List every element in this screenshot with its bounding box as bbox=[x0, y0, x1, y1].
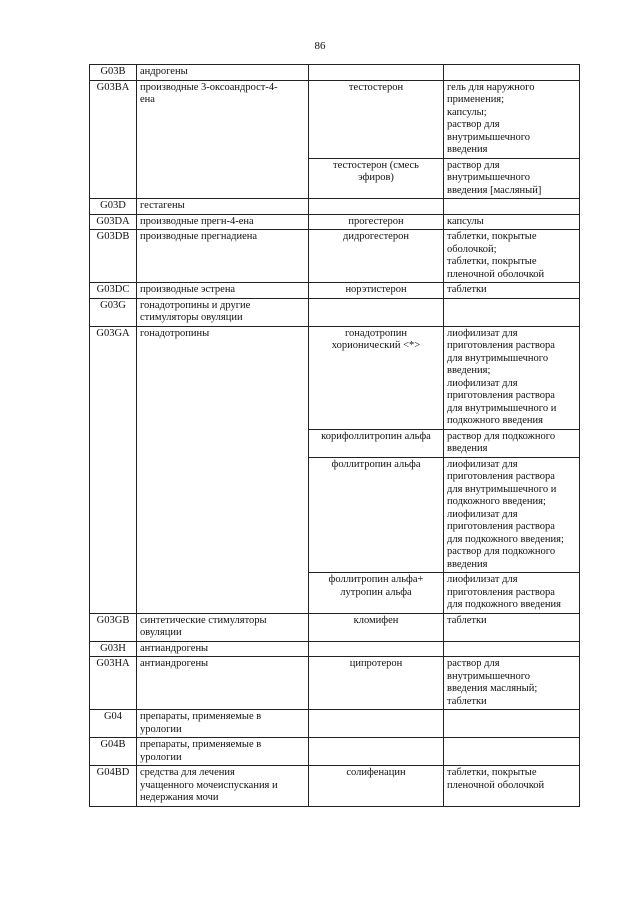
text-line: введения масляный; bbox=[447, 683, 538, 694]
text-line: учащенного мочеиспускания и bbox=[140, 779, 278, 791]
page-number: 86 bbox=[314, 40, 326, 52]
table-row bbox=[90, 283, 580, 299]
drug-name-cell bbox=[309, 158, 444, 199]
text-line: раствор для bbox=[447, 159, 500, 171]
text-line: гонадотропины bbox=[140, 327, 210, 339]
table-row bbox=[90, 80, 580, 158]
text-line: подкожного введения; bbox=[447, 496, 546, 507]
atc-code-cell: G03BA bbox=[90, 80, 137, 199]
text-line: таблетки, покрытые bbox=[447, 256, 537, 267]
drug-name-cell bbox=[309, 738, 444, 766]
text-line: ципротерон bbox=[349, 658, 403, 669]
text-line: введения bbox=[447, 443, 488, 454]
text-line: фоллитропин альфа bbox=[331, 458, 421, 470]
group-name-cell bbox=[137, 710, 309, 738]
text-line: синтетические стимуляторы bbox=[140, 614, 267, 626]
dosage-form-cell bbox=[444, 429, 580, 457]
drug-name-cell bbox=[309, 65, 444, 81]
drug-name-cell bbox=[309, 613, 444, 641]
drug-name-cell bbox=[309, 766, 444, 807]
text-line: для внутримышечного и bbox=[447, 402, 557, 414]
table-row bbox=[90, 298, 580, 326]
text-line: производные прегн-4-ена bbox=[140, 215, 254, 227]
text-line: эфиров) bbox=[358, 172, 394, 183]
text-line: дидрогестерон bbox=[343, 231, 409, 242]
group-name-cell bbox=[137, 80, 309, 199]
text-line: урологии bbox=[140, 751, 182, 763]
group-name-cell bbox=[137, 199, 309, 215]
text-line: внутримышечного bbox=[447, 670, 531, 682]
drug-name-cell bbox=[309, 230, 444, 283]
text-line: хорионический <*> bbox=[331, 340, 421, 351]
drug-name-cell bbox=[309, 710, 444, 738]
text-line: прогестерон bbox=[348, 215, 404, 227]
table-row bbox=[90, 766, 580, 807]
text-line: приготовления раствора bbox=[447, 471, 555, 482]
atc-code-cell: G03G bbox=[90, 298, 137, 326]
text-line: лиофилизат для bbox=[447, 327, 518, 339]
text-line: для подкожного введения; bbox=[447, 533, 564, 545]
dosage-form-cell bbox=[444, 457, 580, 573]
text-line: приготовления раствора bbox=[447, 586, 555, 598]
text-line: стимуляторы овуляции bbox=[140, 312, 243, 323]
drug-name-cell bbox=[309, 283, 444, 299]
dosage-form-cell bbox=[444, 230, 580, 283]
table-row bbox=[90, 738, 580, 766]
text-line: приготовления раствора bbox=[447, 390, 555, 401]
dosage-form-cell bbox=[444, 214, 580, 230]
dosage-form-cell bbox=[444, 657, 580, 710]
text-line: корифоллитропин альфа bbox=[321, 430, 431, 442]
drug-name-cell bbox=[309, 573, 444, 614]
dosage-form-cell bbox=[444, 283, 580, 299]
text-line: пленочной оболочкой bbox=[447, 268, 545, 280]
atc-code-cell: G03GA bbox=[90, 326, 137, 613]
dosage-form-cell bbox=[444, 641, 580, 657]
text-line: лиофилизат для bbox=[447, 574, 518, 585]
text-line: оболочкой; bbox=[447, 243, 497, 255]
text-line: гестагены bbox=[140, 200, 185, 211]
text-line: внутримышечного bbox=[447, 172, 531, 183]
text-line: производные прегнадиена bbox=[140, 231, 258, 242]
text-line: раствор для bbox=[447, 119, 500, 130]
drug-name-cell bbox=[309, 429, 444, 457]
atc-code-cell: G04 bbox=[90, 710, 137, 738]
drug-name-cell bbox=[309, 199, 444, 215]
dosage-form-cell bbox=[444, 298, 580, 326]
text-line: таблетки bbox=[447, 695, 487, 707]
drug-name-cell bbox=[309, 326, 444, 429]
text-line: гель для наружного bbox=[447, 81, 535, 93]
group-name-cell bbox=[137, 298, 309, 326]
text-line: приготовления раствора bbox=[447, 340, 555, 351]
group-name-cell bbox=[137, 65, 309, 81]
table-row bbox=[90, 214, 580, 230]
group-name-cell bbox=[137, 214, 309, 230]
text-line: средства для лечения bbox=[140, 767, 235, 778]
table-row bbox=[90, 641, 580, 657]
dosage-form-cell bbox=[444, 573, 580, 614]
text-line: тестостерон bbox=[348, 81, 404, 93]
text-line: раствор для подкожного bbox=[447, 546, 556, 557]
group-name-cell bbox=[137, 738, 309, 766]
text-line: капсулы; bbox=[447, 106, 487, 118]
atc-code-cell: G03GB bbox=[90, 613, 137, 641]
drug-name-cell bbox=[309, 80, 444, 158]
drug-name-cell bbox=[309, 298, 444, 326]
dosage-form-cell bbox=[444, 65, 580, 81]
text-line: лиофилизат для bbox=[447, 377, 518, 389]
text-line: кломифен bbox=[353, 614, 399, 626]
group-name-cell bbox=[137, 326, 309, 613]
dosage-form-cell bbox=[444, 326, 580, 429]
text-line: андрогены bbox=[140, 66, 188, 77]
text-line: применения; bbox=[447, 94, 505, 105]
text-line: внутримышечного bbox=[447, 131, 531, 143]
text-line: введения bbox=[447, 558, 488, 570]
dosage-form-cell bbox=[444, 710, 580, 738]
text-line: приготовления раствора bbox=[447, 521, 555, 532]
group-name-cell bbox=[137, 766, 309, 807]
text-line: ена bbox=[140, 94, 155, 105]
text-line: производные эстрена bbox=[140, 284, 236, 295]
text-line: овуляции bbox=[140, 627, 182, 638]
drug-name-cell bbox=[309, 457, 444, 573]
group-name-cell bbox=[137, 283, 309, 299]
atc-code-cell: G03H bbox=[90, 641, 137, 657]
text-line: препараты, применяемые в bbox=[140, 739, 262, 750]
dosage-form-cell bbox=[444, 199, 580, 215]
group-name-cell bbox=[137, 230, 309, 283]
table-row bbox=[90, 613, 580, 641]
table-row bbox=[90, 710, 580, 738]
table-row bbox=[90, 199, 580, 215]
text-line: лиофилизат для bbox=[447, 458, 518, 470]
text-line: тестостерон (смесь bbox=[333, 159, 419, 171]
table-row bbox=[90, 326, 580, 429]
dosage-form-cell bbox=[444, 80, 580, 158]
table-row bbox=[90, 65, 580, 81]
text-line: лутропин альфа bbox=[340, 586, 412, 598]
dosage-form-cell bbox=[444, 158, 580, 199]
text-line: таблетки bbox=[447, 614, 487, 626]
text-line: антиандрогены bbox=[140, 658, 209, 669]
drug-classification-table bbox=[89, 64, 580, 807]
text-line: урологии bbox=[140, 723, 182, 735]
text-line: фоллитропин альфа+ bbox=[328, 574, 424, 585]
dosage-form-cell bbox=[444, 613, 580, 641]
group-name-cell bbox=[137, 641, 309, 657]
drug-name-cell bbox=[309, 641, 444, 657]
text-line: солифенацин bbox=[346, 767, 406, 778]
text-line: введения [масляный] bbox=[447, 184, 542, 196]
text-line: таблетки bbox=[447, 284, 487, 295]
atc-code-cell: G04BD bbox=[90, 766, 137, 807]
text-line: лиофилизат для bbox=[447, 508, 518, 520]
text-line: подкожного введения bbox=[447, 415, 543, 426]
text-line: раствор для подкожного bbox=[447, 430, 556, 442]
text-line: таблетки, покрытые bbox=[447, 231, 537, 242]
text-line: капсулы bbox=[447, 215, 484, 227]
atc-code-cell: G04B bbox=[90, 738, 137, 766]
text-line: для подкожного введения bbox=[447, 599, 561, 610]
group-name-cell bbox=[137, 657, 309, 710]
atc-code-cell: G03B bbox=[90, 65, 137, 81]
text-line: раствор для bbox=[447, 658, 500, 669]
text-line: для внутримышечного bbox=[447, 352, 549, 364]
text-line: введения; bbox=[447, 365, 491, 376]
text-line: для внутримышечного и bbox=[447, 483, 557, 495]
text-line: препараты, применяемые в bbox=[140, 711, 262, 722]
text-line: пленочной оболочкой bbox=[447, 779, 545, 791]
text-line: таблетки, покрытые bbox=[447, 767, 537, 778]
text-line: введения bbox=[447, 144, 488, 155]
text-line: норэтистерон bbox=[345, 284, 407, 295]
table-row bbox=[90, 657, 580, 710]
drug-name-cell bbox=[309, 214, 444, 230]
text-line: гонадотропин bbox=[344, 327, 408, 339]
text-line: производные 3-оксоандрост-4- bbox=[140, 81, 278, 93]
table-row bbox=[90, 230, 580, 283]
dosage-form-cell bbox=[444, 738, 580, 766]
dosage-form-cell bbox=[444, 766, 580, 807]
text-line: недержания мочи bbox=[140, 792, 219, 803]
text-line: гонадотропины и другие bbox=[140, 299, 251, 311]
atc-code-cell: G03DA bbox=[90, 214, 137, 230]
atc-code-cell: G03DC bbox=[90, 283, 137, 299]
drug-name-cell bbox=[309, 657, 444, 710]
text-line: антиандрогены bbox=[140, 642, 209, 654]
group-name-cell bbox=[137, 613, 309, 641]
atc-code-cell: G03D bbox=[90, 199, 137, 215]
atc-code-cell: G03DB bbox=[90, 230, 137, 283]
atc-code-cell: G03HA bbox=[90, 657, 137, 710]
